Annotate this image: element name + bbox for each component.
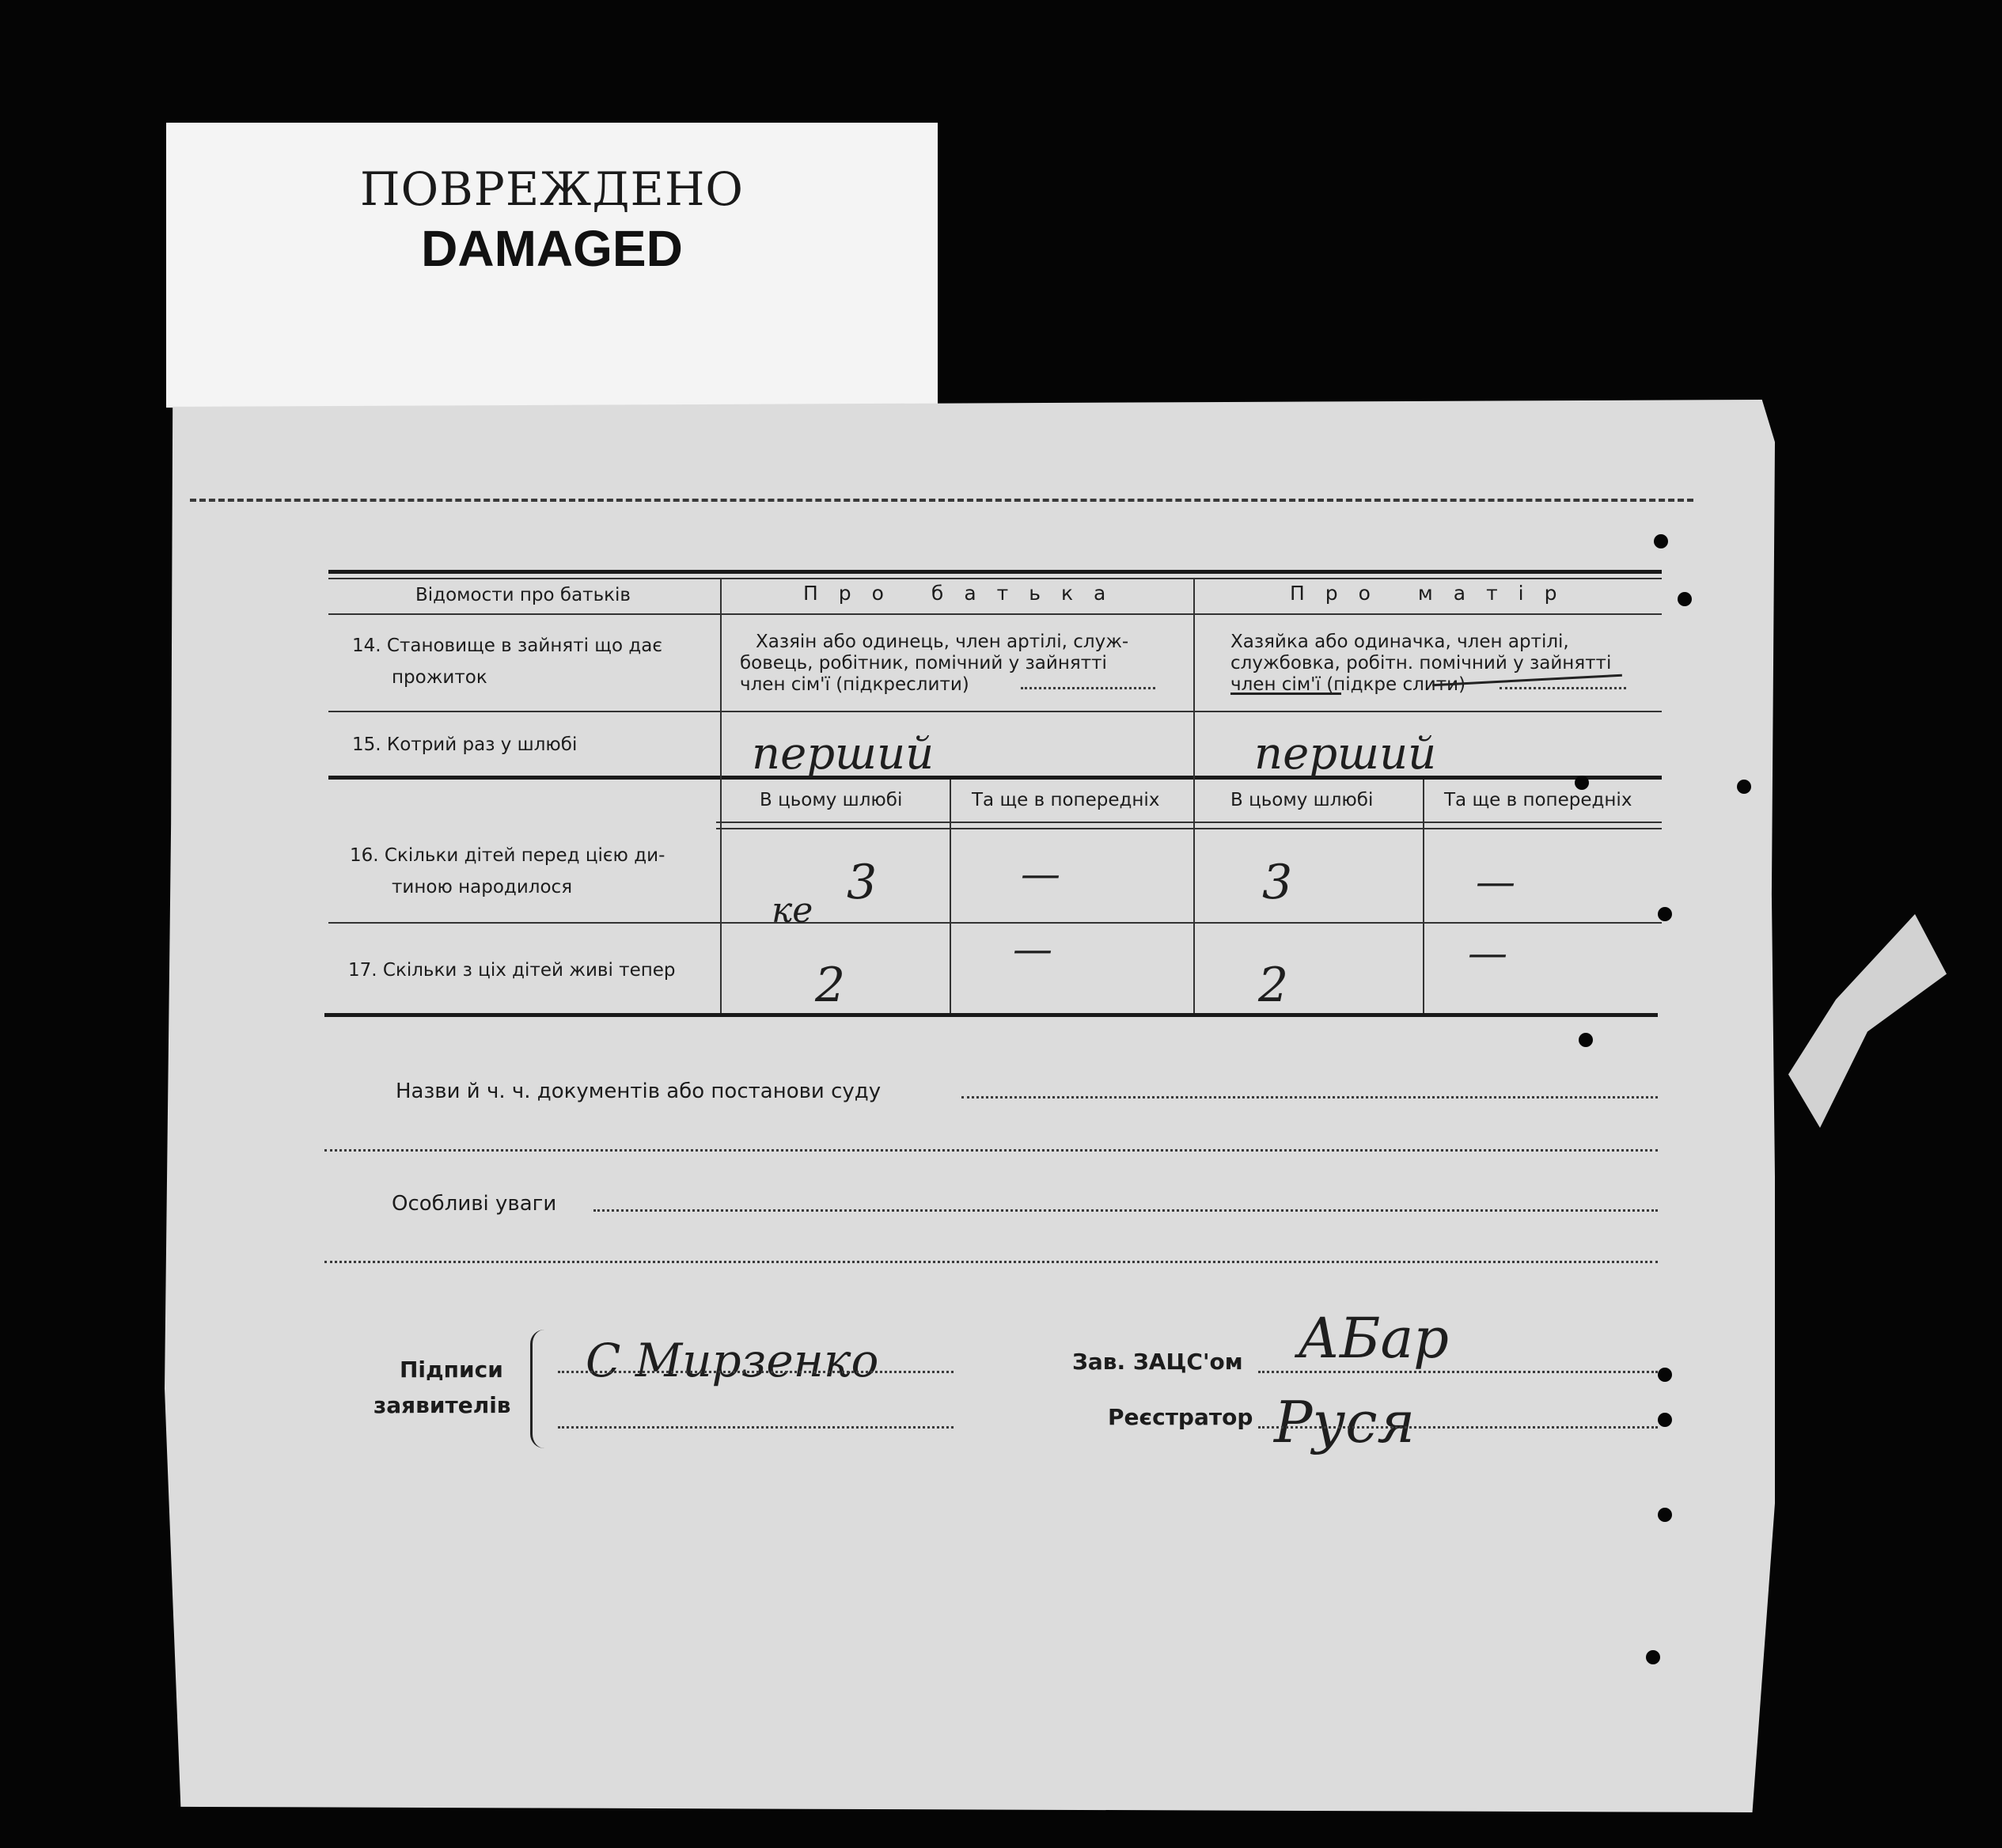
row16-label-line2: тиною народилося bbox=[392, 877, 573, 897]
row15-label: 15. Котрий раз у шлюбі bbox=[352, 734, 578, 755]
header-about-father: Про батька bbox=[803, 582, 1127, 605]
col-divider-mother-sub bbox=[1423, 780, 1424, 1013]
header-bottom-rule bbox=[328, 613, 1662, 615]
row15-bottom-rule bbox=[328, 776, 1662, 780]
signatures-label-line2: заявителів bbox=[373, 1392, 511, 1418]
table-top-rule bbox=[328, 570, 1662, 574]
punch-hole bbox=[1646, 1650, 1660, 1664]
subheader-bottom-rule-2 bbox=[716, 828, 1662, 829]
head-registry-dots bbox=[1258, 1371, 1658, 1373]
punch-hole bbox=[1658, 907, 1672, 921]
row14-father-line2: бовець, робітник, помічний у зайнятті bbox=[740, 653, 1107, 674]
subheader-mother-this: В цьому шлюбі bbox=[1230, 790, 1374, 810]
signatures-label-line1: Підписи bbox=[400, 1357, 503, 1383]
subheader-father-this: В цьому шлюбі bbox=[760, 790, 903, 810]
damaged-tag bbox=[166, 123, 938, 408]
row14-mother-dots bbox=[1500, 687, 1626, 689]
col-divider-father-sub bbox=[950, 780, 951, 1013]
documents-dots-2 bbox=[324, 1149, 1658, 1152]
row14-father-line1: Хазяін або одинець, член артілі, служ- bbox=[756, 632, 1129, 652]
row14-mother-line1: Хазяйка або одиначка, член артілі, bbox=[1230, 632, 1569, 652]
document-sheet bbox=[165, 400, 1775, 1812]
applicant-signature: С Мирзенко bbox=[586, 1334, 879, 1387]
damaged-tag-russian: ПОВРЕЖДЕНО bbox=[360, 162, 744, 216]
row15-father-value: перший bbox=[752, 728, 935, 780]
head-registry-signature: АБар bbox=[1298, 1306, 1449, 1371]
row17-mother-prev: — bbox=[1468, 930, 1507, 976]
subheader-bottom-rule bbox=[716, 822, 1662, 823]
row16-father-this: 3 bbox=[847, 855, 878, 910]
remarks-dots-1 bbox=[593, 1209, 1658, 1212]
punch-hole bbox=[1654, 534, 1668, 548]
documents-dots-1 bbox=[961, 1096, 1658, 1099]
col-divider-2 bbox=[1193, 578, 1195, 1013]
torn-paper-fragment bbox=[1788, 914, 1947, 1128]
row14-mother-line2: службовка, робітн. помічний у зайнятті bbox=[1230, 653, 1612, 674]
remarks-label: Особливі уваги bbox=[392, 1192, 557, 1216]
head-registry-label: Зав. ЗАЦС'ом bbox=[1072, 1349, 1243, 1375]
punch-hole bbox=[1737, 780, 1751, 794]
col-divider-1 bbox=[720, 578, 722, 1013]
punch-hole bbox=[1579, 1033, 1593, 1047]
row14-father-dots bbox=[1021, 687, 1155, 689]
registrar-label: Реєстратор bbox=[1108, 1404, 1253, 1430]
row16-father-this-note: ке bbox=[772, 890, 813, 931]
signatures-brace bbox=[530, 1330, 553, 1448]
subheader-father-prev: Та ще в попередніх bbox=[972, 790, 1160, 810]
row17-father-this: 2 bbox=[815, 958, 846, 1013]
row17-mother-this: 2 bbox=[1258, 958, 1289, 1013]
row14-label-line1: 14. Становище в зайняті що дає bbox=[352, 636, 662, 656]
applicant-signature-dots-2 bbox=[558, 1426, 954, 1429]
registrar-dots bbox=[1258, 1426, 1658, 1429]
row16-mother-prev: — bbox=[1476, 859, 1515, 905]
row14-bottom-rule bbox=[328, 711, 1662, 712]
punch-hole bbox=[1658, 1508, 1672, 1522]
subheader-mother-prev: Та ще в попередніх bbox=[1444, 790, 1632, 810]
header-parents-info: Відомости про батьків bbox=[415, 585, 631, 605]
documents-label: Назви й ч. ч. документів або постанови суду bbox=[396, 1080, 882, 1103]
row17-father-prev: — bbox=[1013, 926, 1052, 972]
row16-label-line1: 16. Скільки дітей перед цією ди- bbox=[350, 845, 665, 866]
row14-mother-line3: член сім'ї (підкре слити) bbox=[1230, 674, 1466, 695]
row15-mother-value: перший bbox=[1254, 728, 1437, 780]
registrar-signature: Руся bbox=[1274, 1389, 1416, 1455]
row16-bottom-rule bbox=[328, 922, 1662, 924]
punch-hole bbox=[1575, 776, 1589, 790]
row14-father-line3: член сім'ї (підкреслити) bbox=[740, 674, 969, 695]
remarks-dots-2 bbox=[324, 1261, 1658, 1263]
row17-label: 17. Скільки з ціх дітей живі тепер bbox=[348, 960, 676, 981]
header-about-mother: Про матір bbox=[1290, 582, 1578, 605]
mother-underline-family bbox=[1230, 693, 1341, 695]
perforation-line bbox=[190, 499, 1693, 502]
damaged-tag-english: DAMAGED bbox=[421, 220, 683, 277]
table-top-rule-2 bbox=[328, 578, 1662, 579]
punch-hole bbox=[1658, 1368, 1672, 1382]
row16-mother-this: 3 bbox=[1262, 855, 1293, 910]
row14-label-line2: прожиток bbox=[392, 667, 487, 688]
row16-father-prev: — bbox=[1021, 851, 1060, 897]
punch-hole bbox=[1678, 592, 1692, 606]
punch-hole bbox=[1658, 1413, 1672, 1427]
table-bottom-rule bbox=[324, 1013, 1658, 1017]
applicant-signature-dots-1 bbox=[558, 1371, 954, 1373]
